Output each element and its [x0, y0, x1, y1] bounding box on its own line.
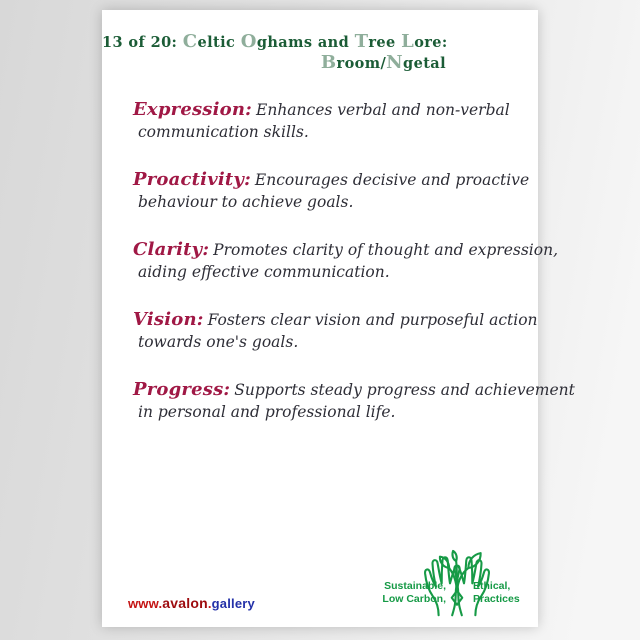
eco-text-line: Low Carbon,: [382, 592, 446, 605]
website-dot: .: [207, 596, 212, 611]
section-line-2: towards one's goals.: [138, 333, 299, 351]
section-keyword: Clarity:: [133, 239, 210, 260]
section-text: Fosters clear vision and purposeful action: [207, 311, 538, 329]
section-line-1: [133, 379, 575, 401]
section-line-2: aiding effective communication.: [138, 263, 390, 281]
title-text: ghams and: [256, 34, 355, 51]
eco-text-line: Sustainable,: [384, 580, 446, 592]
title-initial: L: [401, 31, 415, 52]
title-line-2: [102, 53, 446, 74]
website-link[interactable]: [128, 595, 255, 611]
section-keyword: Progress:: [133, 379, 231, 400]
title-line-1: [102, 32, 446, 53]
section-proactivity: [133, 169, 538, 213]
eco-logo: [382, 547, 532, 617]
title-text: 13 of 20:: [102, 34, 183, 51]
eco-text-right: [473, 580, 520, 605]
website-name: avalon: [162, 595, 208, 611]
section-vision: [133, 309, 538, 353]
section-progress: [133, 379, 575, 423]
section-expression: [133, 99, 538, 143]
section-text: Promotes clarity of thought and expression,: [213, 241, 558, 259]
title-initial: B: [320, 52, 337, 73]
title-text: ree: [368, 34, 402, 51]
card: [102, 10, 575, 627]
eco-text-line: Ethical,: [473, 580, 511, 592]
section-line-2: behaviour to achieve goals.: [138, 193, 354, 211]
page-title: [102, 32, 538, 74]
section-text: Encourages decisive and proactive: [254, 171, 530, 189]
section-text: Enhances verbal and non-verbal: [256, 101, 510, 119]
section-line-1: [133, 239, 558, 261]
title-text: room/: [336, 55, 387, 72]
eco-text-line: Practices: [473, 592, 520, 605]
section-line-2: communication skills.: [138, 123, 309, 141]
title-initial: T: [354, 31, 369, 52]
title-text: eltic: [197, 34, 241, 51]
title-initial: N: [386, 52, 404, 73]
title-text: ore:: [414, 34, 448, 51]
website-tld: gallery: [211, 596, 255, 611]
section-line-1: [133, 309, 538, 331]
section-keyword: Expression:: [133, 99, 253, 120]
section-keyword: Vision:: [133, 309, 204, 330]
title-initial: O: [240, 31, 257, 52]
title-text: getal: [403, 55, 446, 72]
section-line-1: [133, 169, 538, 191]
eco-text-left: [382, 580, 446, 605]
website-www: www.: [128, 596, 163, 611]
section-clarity: [133, 239, 558, 283]
section-text: Supports steady progress and achievement: [234, 381, 575, 399]
section-line-2: in personal and professional life.: [138, 403, 396, 421]
section-keyword: Proactivity:: [133, 169, 251, 190]
sections-list: [102, 99, 575, 423]
title-initial: C: [182, 31, 198, 52]
section-line-1: [133, 99, 538, 121]
